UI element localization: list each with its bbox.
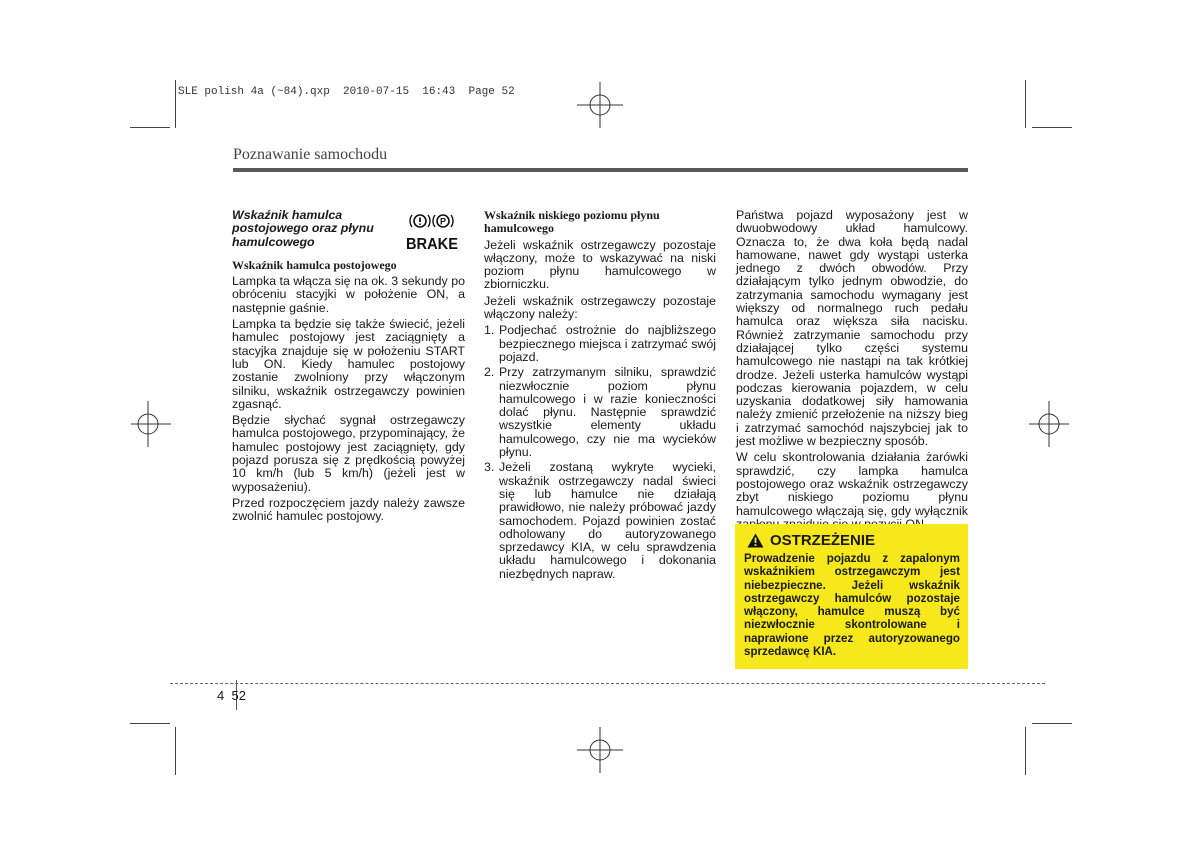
- crop-mark: [1025, 727, 1026, 775]
- column-1: [232, 209, 465, 527]
- slug-file: SLE polish 4a (~84).qxp: [178, 86, 330, 98]
- warning-box: [735, 524, 968, 669]
- warning-title: OSTRZEŻENIE: [770, 532, 876, 549]
- step-number: 2.: [484, 365, 495, 380]
- steps-list: [484, 324, 716, 581]
- warning-header: [744, 532, 960, 549]
- col2-heading: Wskaźnik niskiego poziomu płynu hamulcowego: [484, 208, 660, 236]
- slug-time: 16:43: [422, 86, 456, 98]
- col1-heading: Wskaźnik hamulca postojowego oraz płynu hamulcowego: [232, 208, 374, 249]
- col2-paragraph: Jeżeli wskaźnik ostrzegawczy pozostaje włączony należy:: [484, 293, 716, 322]
- step-text: Jeżeli zostaną wykryte wycieki, wskaźnik ostrzegawczy nadal świeci się lub hamulce nie działają prawidłowo, nie należy próbować jazdy samochodem. Pojazd powinien zostać odholowany do autoryzowanego sprzedawcy KIA, w celu sprawdzenia układu hamulcowego i dokonania niezbędnych napraw.: [499, 460, 716, 581]
- registration-mark-icon: [131, 401, 171, 447]
- list-item: [484, 461, 716, 581]
- step-text: Podjechać ostrożnie do najbliższego bezpiecznego miejsca i zatrzymać swój pojazd.: [499, 323, 716, 364]
- warning-triangle-icon: [747, 533, 764, 548]
- crop-mark: [175, 80, 176, 128]
- crop-mark: [1032, 723, 1072, 724]
- crop-mark: [130, 723, 170, 724]
- col1-paragraph: Będzie słychać sygnał ostrzegawczy hamulca postojowego, przypominający, że hamulec postojowy jest zaciągnięty, gdy pojazd porusza się z prędkością powyżej 10 km/h (lub 5 km/h) (jeżeli jest w wyposażeniu).: [232, 413, 465, 494]
- registration-mark-icon: [577, 727, 623, 773]
- col1-paragraph: Lampka ta będzie się także świecić, jeżeli hamulec postojowy jest zaciągnięty a stacyjka znajduje się w położeniu START lub ON. Kiedy hamulec postojowy zostanie zwolniony przy włączonym silniku, wskaźnik ostrzegawczy powinien zgasnąć.: [232, 317, 465, 411]
- slug-date: 2010-07-15: [343, 86, 410, 98]
- col1-paragraph: Lampka ta włącza się na ok. 3 sekundy po obróceniu stacyjki w położenie ON, a następnie gaśnie.: [232, 274, 465, 315]
- crop-mark: [1025, 80, 1026, 128]
- header-rule: [233, 168, 968, 172]
- list-item: [484, 324, 716, 364]
- crop-mark: [130, 127, 170, 128]
- col1-subheading: Wskaźnik hamulca postojowego: [232, 257, 397, 272]
- list-item: [484, 366, 716, 459]
- slug-page: Page 52: [468, 86, 515, 98]
- step-number: 1.: [484, 323, 495, 338]
- brake-warning-icon: [405, 211, 459, 252]
- column-2: [484, 209, 716, 583]
- svg-text:P: P: [439, 216, 447, 227]
- step-number: 3.: [484, 460, 495, 475]
- col3-paragraph: Państwa pojazd wyposażony jest w dwuobwodowy układ hamulcowy. Oznacza to, że dwa koła będą nadal hamowane, nawet gdy wystąpi usterka jednego z dwóch obwodów. Przy działającym tylko jednym obwodzie, do zatrzymania samochodu wymagany jest większy od normalnego ruch pedału hamulca oraz większa siła nacisku. Również zatrzymanie samochodu przy działającej tylko części systemu hamulcowego nie nastąpi na tak krótkiej drodze. Jeżeli usterka hamulców wystąpi podczas kierowania pojazdem, w celu uzyskania dodatkowej siły hamowania należy zmienić przełożenie na niższy bieg i zatrzymać samochód najszybciej jak to jest możliwe w bezpieczny sposób.: [736, 208, 968, 449]
- step-text: Przy zatrzymanym silniku, sprawdzić niezwłocznie poziom płynu hamulcowego i w razie konieczności dolać płynu. Następnie sprawdzić wszystkie elementy układu hamulcowego, czy nie ma wycieków płynu.: [499, 365, 716, 460]
- col1-paragraph: Przed rozpoczęciem jazdy należy zawsze zwolnić hamulec postojowy.: [232, 495, 465, 524]
- footer-dotted-rule: [170, 683, 1045, 684]
- page-number: [217, 688, 246, 703]
- column-3: [736, 209, 968, 534]
- registration-mark-icon: [1029, 401, 1069, 447]
- print-slug: [178, 86, 515, 98]
- warning-text: Prowadzenie pojazdu z zapalonym wskaźnikiem ostrzegawczym jest niebezpieczne. Jeżeli wskaźnik ostrzegawczy hamulców pozostaje włączony, hamulce muszą być niezwłocznie skontrolowane i naprawione przez autoryzowanego sprzedawcę KIA.: [744, 552, 960, 659]
- col2-paragraph: Jeżeli wskaźnik ostrzegawczy pozostaje włączony, może to wskazywać na niski poziom płynu hamulcowego w zbiorniczku.: [484, 237, 716, 292]
- page-number-value: 52: [231, 688, 246, 703]
- crop-mark: [175, 727, 176, 775]
- brake-icon-label: BRAKE: [406, 236, 459, 252]
- chapter-number: 4: [217, 688, 225, 703]
- col3-paragraph: W celu skontrolowania działania żarówki sprawdzić, czy lampka hamulca postojowego oraz wskaźnik ostrzegawczy zbyt niskiego poziomu płynu hamulcowego włączają się, gdy wyłącznik: [736, 450, 968, 518]
- crop-mark: [1032, 127, 1072, 128]
- registration-mark-icon: [577, 82, 623, 128]
- section-title: Poznawanie samochodu: [233, 146, 388, 163]
